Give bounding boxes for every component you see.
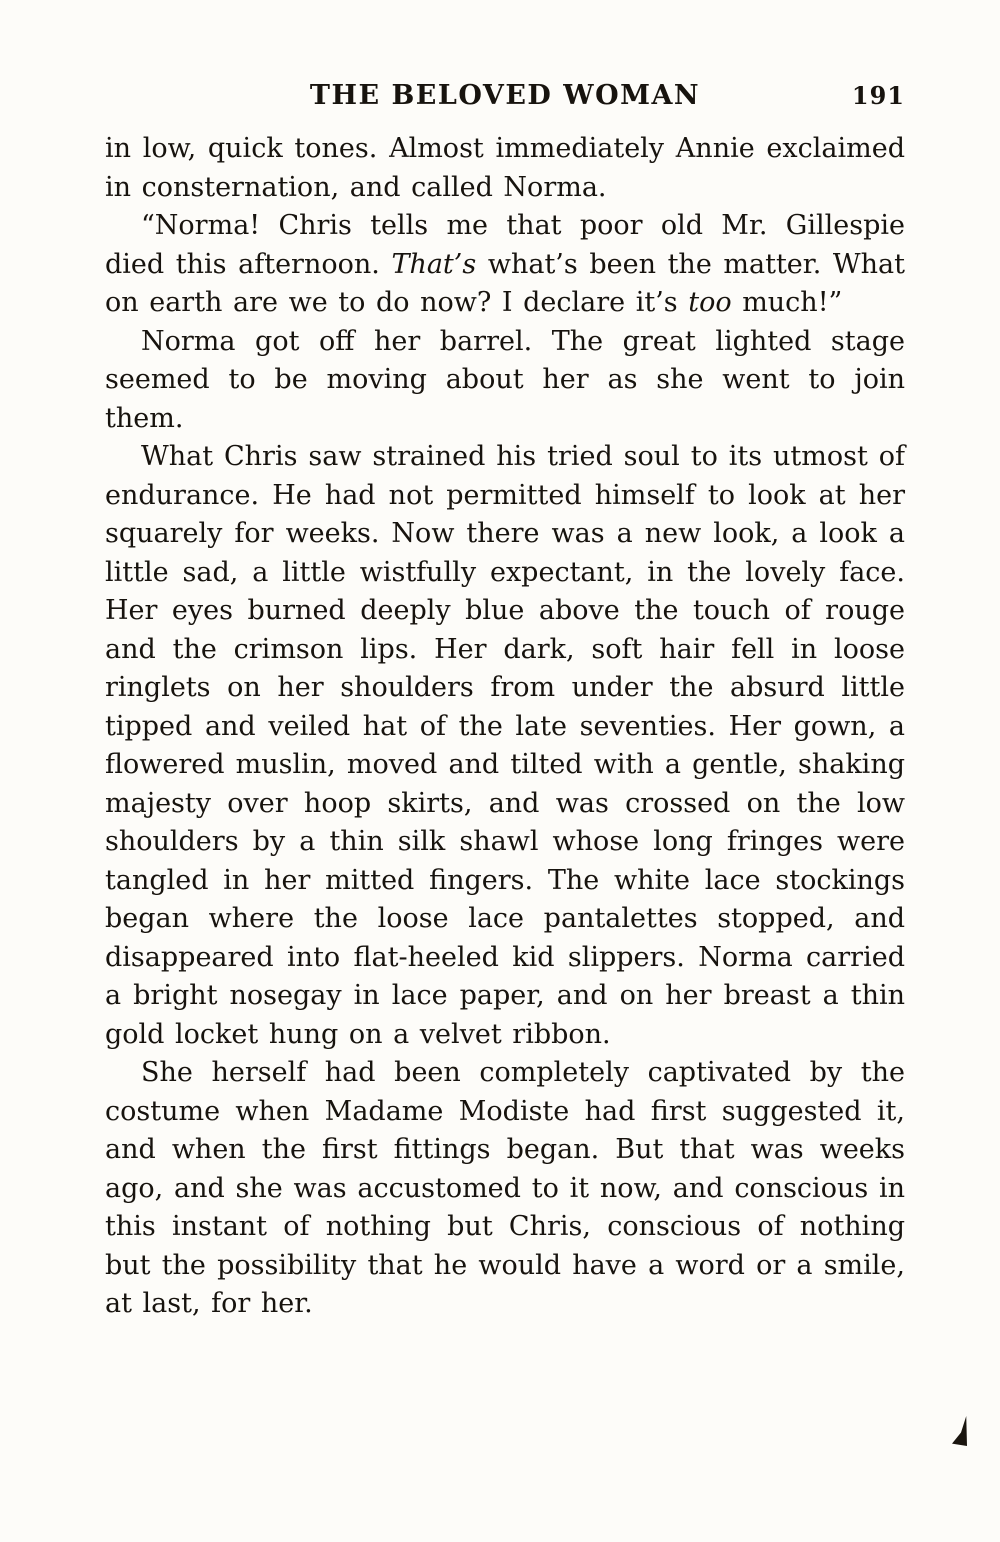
text-block bbox=[105, 130, 905, 1324]
page-header bbox=[105, 80, 905, 116]
ink-mark bbox=[952, 1416, 967, 1446]
text-run: She herself had been completely captivated by the costume when Madame Modiste had first suggested it, and when the first fittings began. But that was weeks ago, and she was accustomed to it now, and conscious in this instant of nothing but Chris, conscious of nothing but the possibility that he would have a word or a smile, at last, for her. bbox=[105, 1057, 905, 1319]
paragraph bbox=[105, 207, 905, 323]
paragraph bbox=[105, 130, 905, 207]
text-run: what’s been the matter. What on earth are we to do now? I declare it’s bbox=[105, 248, 905, 318]
italic-text-run: That’s bbox=[391, 248, 477, 280]
page-number: 191 bbox=[851, 81, 905, 110]
text-run: Norma got off her barrel. The great lighted stage seemed to be moving about her as she went to join them. bbox=[105, 325, 905, 434]
running-title: THE BELOVED WOMAN bbox=[309, 80, 701, 111]
text-run: in low, quick tones. Almost immediately Annie exclaimed in consternation, and called Norma. bbox=[105, 133, 905, 203]
text-run: “Norma! Chris tells me that poor old Mr. Gillespie died this afternoon. bbox=[105, 210, 905, 280]
text-run: What Chris saw strained his tried soul to its utmost of endurance. He had not permitted himself to look at her squarely for weeks. Now there was a new look, a look a little sad, a little wistfully expectant, in the lovely face. Her eyes burned deeply blue above the touch of rouge and the crimson lips. Her dark, soft hair fell in loose ringlets on her shoulders from under the absurd little tipped and veiled hat of the late seventies. Her gown, a flowered muslin, moved and tilted with a gentle, shaking majesty over hoop skirts, and was crossed on the low shoulders by a thin silk shawl whose long fringes were tangled in her mitted fingers. The white lace stockings began where the loose lace pantalettes stopped, and disappeared into flat-heeled kid slippers. Norma carried a bright nosegay in lace paper, and on her breast a thin gold locket hung on a velvet ribbon. bbox=[105, 441, 905, 1050]
paragraph bbox=[105, 1054, 905, 1324]
text-run: much!” bbox=[731, 287, 843, 318]
paragraph bbox=[105, 323, 905, 439]
italic-text-run: too bbox=[688, 287, 732, 318]
paragraph bbox=[105, 438, 905, 1054]
